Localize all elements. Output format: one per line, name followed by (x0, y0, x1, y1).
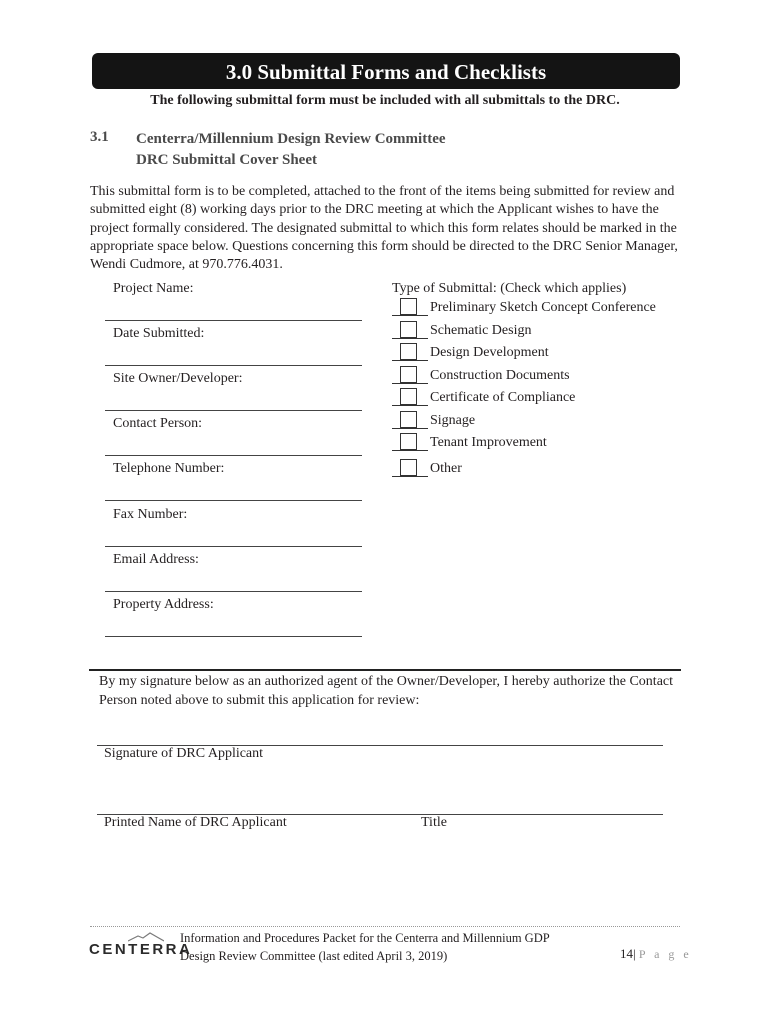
site-owner-field[interactable] (105, 410, 362, 411)
field-label-property-address: Property Address: (113, 597, 214, 612)
field-label-fax: Fax Number: (113, 507, 188, 522)
checkbox[interactable] (400, 298, 417, 315)
page-word: P a g e (638, 947, 692, 961)
section-number: 3.1 (90, 129, 109, 145)
field-label-project-name: Project Name: (113, 281, 194, 296)
footer-text (180, 929, 550, 965)
option-label: Design Development (430, 345, 549, 360)
subtitle: The following submittal form must be included with all submittals to the DRC. (150, 93, 620, 108)
submittal-option-preliminary-sketch[interactable] (392, 298, 656, 320)
option-label: Schematic Design (430, 323, 532, 338)
telephone-field[interactable] (105, 500, 362, 501)
footer-divider (90, 926, 680, 927)
field-label-date-submitted: Date Submitted: (113, 326, 205, 341)
option-label: Construction Documents (430, 368, 570, 383)
checkbox[interactable] (400, 433, 417, 450)
section-title-line2: DRC Submittal Cover Sheet (136, 152, 317, 168)
field-label-site-owner: Site Owner/Developer: (113, 371, 243, 386)
contact-person-field[interactable] (105, 455, 362, 456)
option-label: Signage (430, 413, 476, 428)
project-name-field[interactable] (105, 320, 362, 321)
page-separator: | (633, 946, 639, 961)
footer-line1: Information and Procedures Packet for the Centerra and Millennium GDP (180, 931, 550, 945)
fax-field[interactable] (105, 546, 362, 547)
field-label-email: Email Address: (113, 552, 199, 567)
submittal-option-schematic-design[interactable] (392, 321, 531, 343)
submittal-option-construction-documents[interactable] (392, 366, 570, 388)
date-submitted-field[interactable] (105, 365, 362, 366)
title-label: Title (421, 815, 447, 830)
option-label: Preliminary Sketch Concept Conference (430, 300, 656, 315)
section-title (136, 129, 446, 171)
property-address-field[interactable] (105, 636, 362, 637)
page-title: 3.0 Submittal Forms and Checklists (225, 60, 547, 84)
section-divider (89, 669, 681, 671)
page-number (620, 946, 692, 962)
field-label-contact-person: Contact Person: (113, 416, 203, 431)
option-label: Other (430, 461, 462, 476)
intro-paragraph: This submittal form is to be completed, attached to the front of the items being submitted for review and submitted eight (8) working days prior to the DRC meeting at which the Applicant wishes to have the project formally considered. The designated submittal to which this form relates should be marked in the appropriate space below. Questions concerning this form should be directed to the DRC Senior Manager, Wendi Cudmore, at 970.776.4031. (90, 184, 678, 273)
option-label: Tenant Improvement (430, 435, 547, 450)
submittal-type-heading: Type of Submittal: (Check which applies) (392, 281, 627, 296)
centerra-logo: CENTERRA (89, 941, 193, 958)
field-label-telephone: Telephone Number: (113, 461, 225, 476)
checkbox[interactable] (400, 411, 417, 428)
checkbox[interactable] (400, 459, 417, 476)
checkbox[interactable] (400, 366, 417, 383)
section-header-bar (92, 53, 680, 89)
printed-name-label: Printed Name of DRC Applicant (104, 815, 287, 830)
submittal-option-other[interactable] (392, 459, 462, 481)
submittal-option-tenant-improvement[interactable] (392, 433, 547, 455)
section-title-line1: Centerra/Millennium Design Review Committee (136, 131, 446, 147)
authorization-statement: By my signature below as an authorized agent of the Owner/Developer, I hereby authorize the Contact Person noted above to submit this application for review: (99, 674, 674, 708)
checkbox[interactable] (400, 321, 417, 338)
submittal-option-signage[interactable] (392, 411, 475, 433)
checkbox[interactable] (400, 388, 417, 405)
checkbox[interactable] (400, 343, 417, 360)
email-field[interactable] (105, 591, 362, 592)
submittal-option-certificate-of-compliance[interactable] (392, 388, 575, 410)
footer-line2: Design Review Committee (last edited April 3, 2019) (180, 949, 448, 963)
page-number-value: 14 (620, 946, 633, 961)
submittal-option-design-development[interactable] (392, 343, 549, 365)
option-label: Certificate of Compliance (430, 390, 576, 405)
signature-label: Signature of DRC Applicant (104, 746, 264, 761)
